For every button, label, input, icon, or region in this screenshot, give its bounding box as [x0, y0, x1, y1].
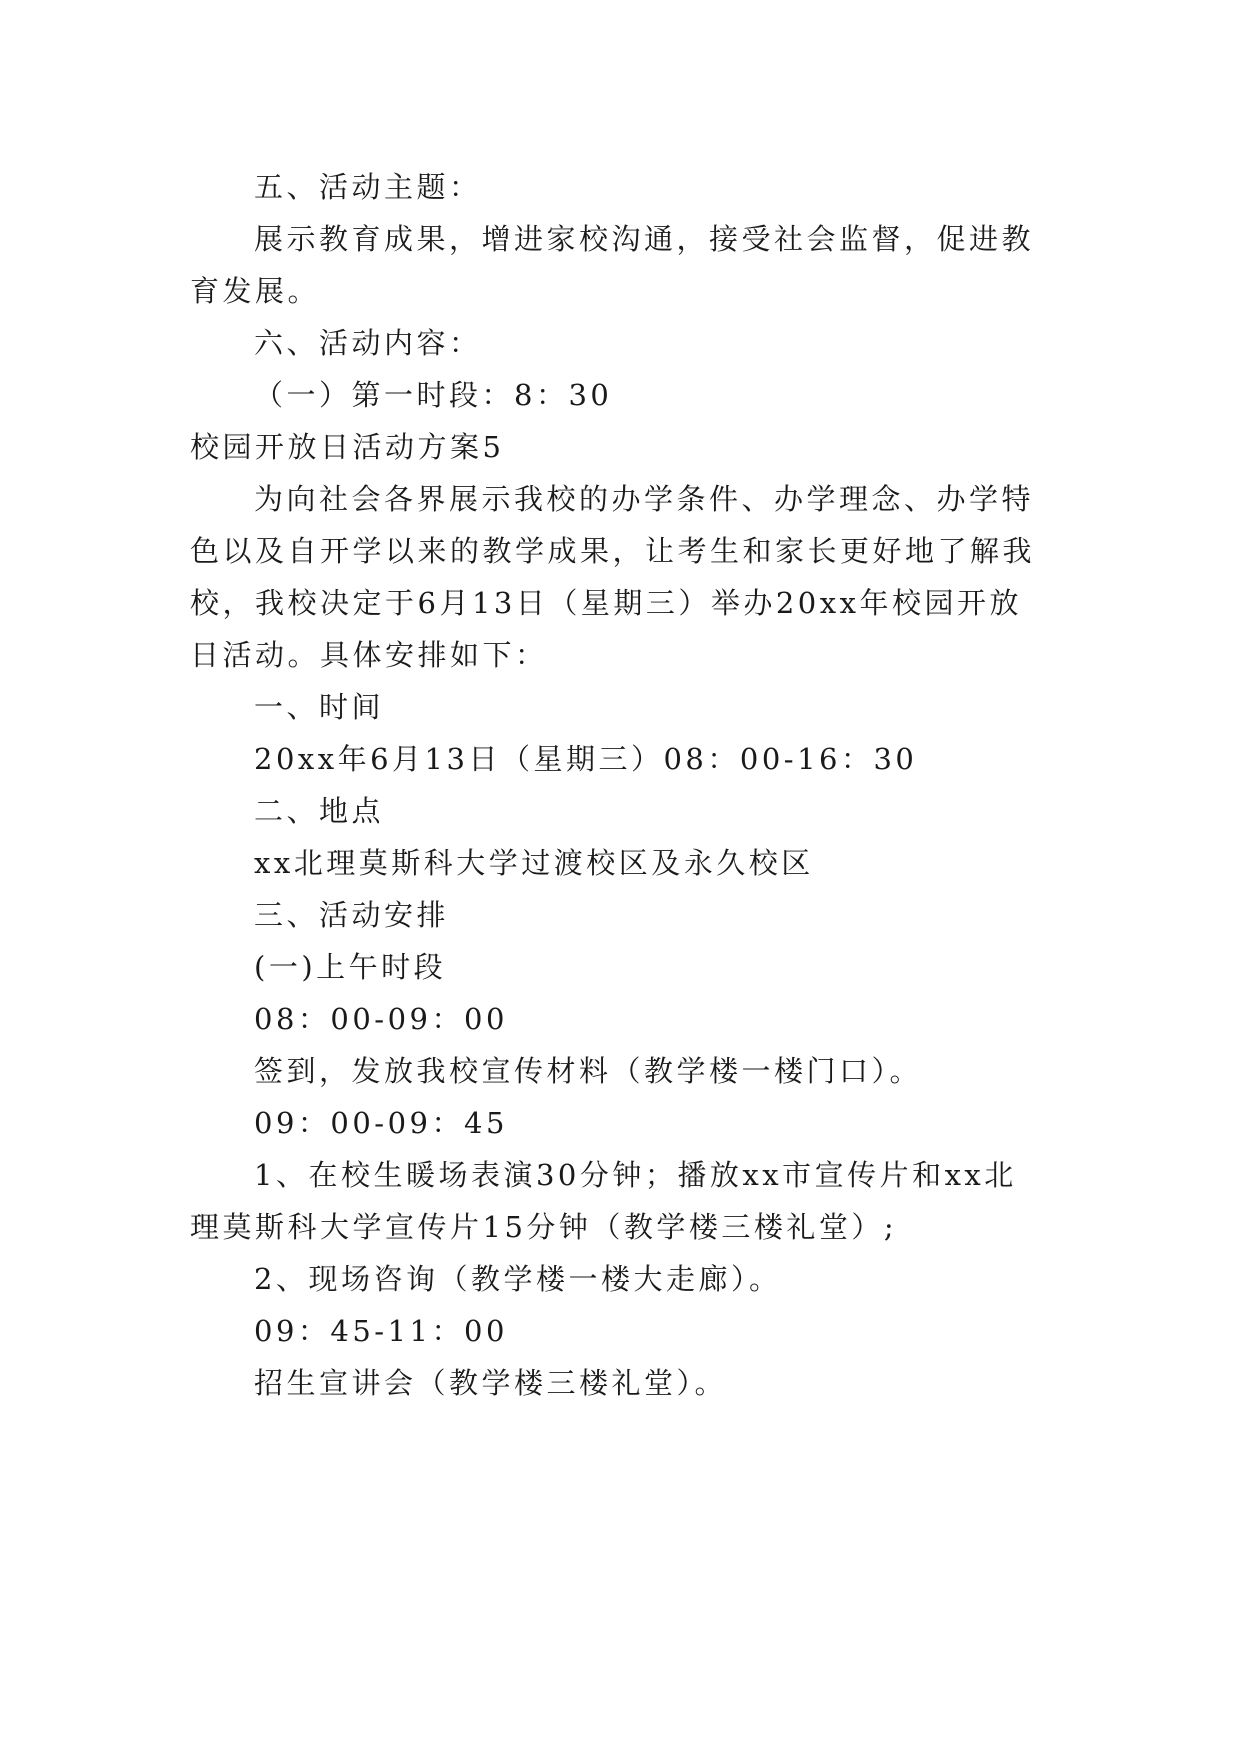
paragraph-line: 签到，发放我校宣传材料（教学楼一楼门口）。 [254, 1054, 923, 1088]
location-line: xx北理莫斯科大学过渡校区及永久校区 [254, 846, 814, 880]
section-heading-time: 一、时间 [254, 690, 385, 724]
paragraph-line: 1、在校生暖场表演30分钟；播放xx市宣传片和xx北 [254, 1158, 1017, 1192]
paragraph-line: 日活动。具体安排如下： [190, 638, 548, 672]
paragraph-line: 为向社会各界展示我校的办学条件、办学理念、办学特 [254, 482, 1035, 516]
paragraph-line: 展示教育成果，增进家校沟通，接受社会监督，促进教 [254, 222, 1035, 256]
date-line: 20xx年6月13日（星期三）08：00-16：30 [254, 742, 918, 776]
time-range-line: 09：00-09：45 [254, 1106, 508, 1140]
paragraph-line: 招生宣讲会（教学楼三楼礼堂）。 [254, 1366, 728, 1400]
section-heading-content: 六、活动内容： [254, 326, 482, 360]
time-slot-line: （一）第一时段：8：30 [254, 378, 613, 412]
time-range-line: 08：00-09：00 [254, 1002, 508, 1036]
time-range-line: 09：45-11：00 [254, 1314, 508, 1348]
section-heading-theme: 五、活动主题： [254, 170, 482, 204]
sub-heading-morning: (一)上午时段 [254, 950, 447, 984]
paragraph-line: 校，我校决定于6月13日（星期三）举办20xx年校园开放 [190, 586, 1022, 620]
section-heading-schedule: 三、活动安排 [254, 898, 450, 932]
paragraph-line: 育发展。 [190, 274, 321, 308]
paragraph-line: 色以及自开学以来的教学成果，让考生和家长更好地了解我 [190, 534, 1036, 568]
paragraph-line: 理莫斯科大学宣传片15分钟（教学楼三楼礼堂）; [190, 1210, 898, 1244]
paragraph-line: 2、现场咨询（教学楼一楼大走廊）。 [254, 1262, 782, 1296]
document-title: 校园开放日活动方案5 [190, 430, 505, 464]
section-heading-location: 二、地点 [254, 794, 385, 828]
